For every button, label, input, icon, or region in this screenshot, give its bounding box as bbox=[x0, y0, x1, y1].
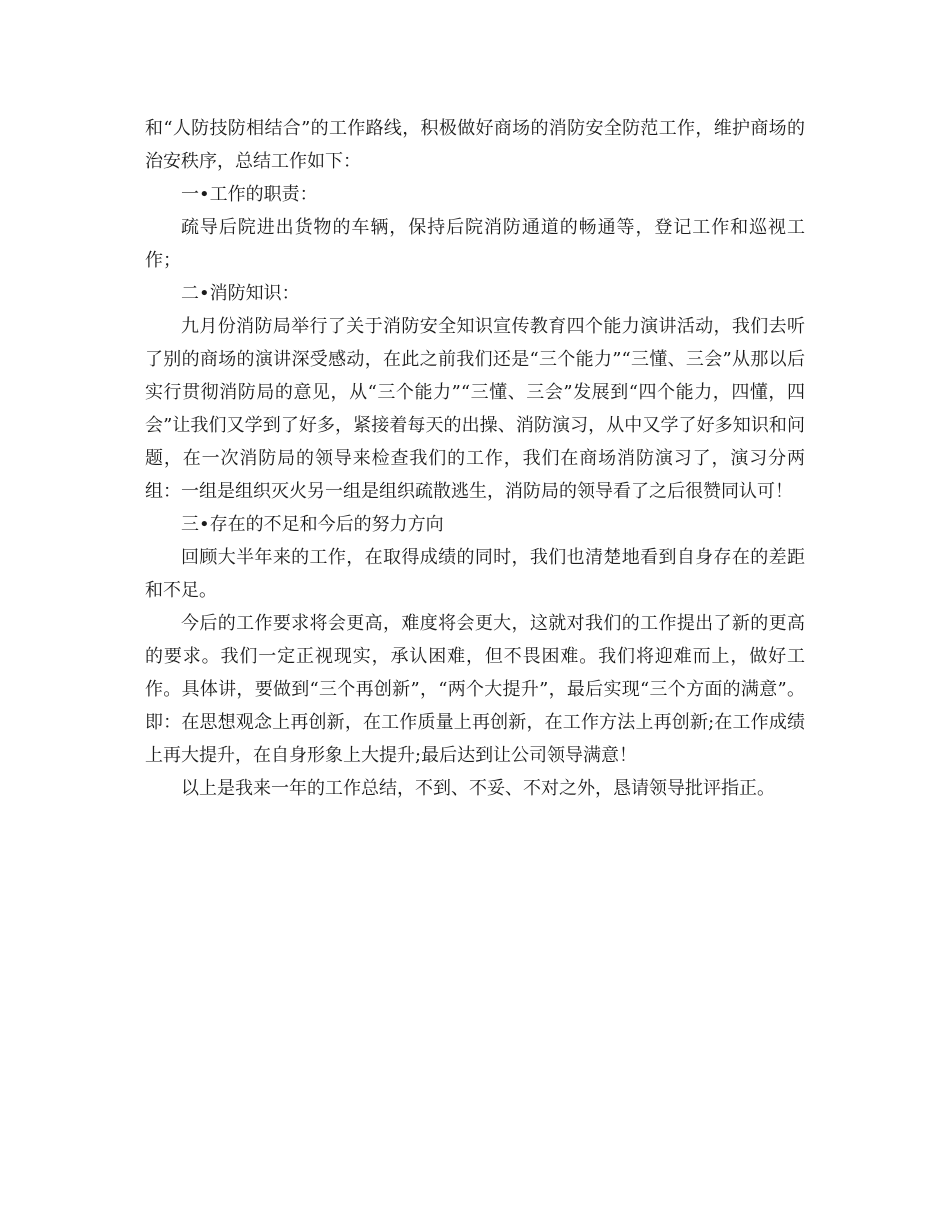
paragraph-duties: 疏导后院进出货物的车辆，保持后院消防通道的畅通等，登记工作和巡视工作； bbox=[145, 217, 805, 271]
paragraph-fire-knowledge: 九月份消防局举行了关于消防安全知识宣传教育四个能力演讲活动，我们去听了别的商场的演讲深受感动，在此之前我们还是“三个能力”“三懂、三会”从那以后实行贯彻消防局的意见，从“三个能力”“三懂、三会”发展到“四个能力，四懂，四会”让我们又学到了好多，紧接着每天的出操、消防演习，从中又学了好多知识和问题，在一次消防局的领导来检查我们的工作，我们在商场消防演习了，演习分两组：一组是组织灭火另一组是组织疏散逃生，消防局的领导看了之后很赞同认可！ bbox=[145, 316, 805, 502]
document-body bbox=[145, 112, 805, 805]
heading-shortcomings: 三•存在的不足和今后的努力方向 bbox=[181, 514, 444, 535]
paragraph-closing: 以上是我来一年的工作总结，不到、不妥、不对之外，恳请领导批评指正。 bbox=[181, 778, 775, 799]
heading-duties: 一•工作的职责： bbox=[181, 184, 318, 205]
heading-fire-knowledge: 二•消防知识： bbox=[181, 283, 300, 304]
paragraph-future-requirements: 今后的工作要求将会更高，难度将会更大，这就对我们的工作提出了新的更高的要求。我们一定正视现实，承认困难，但不畏困难。我们将迎难而上，做好工作。具体讲，要做到“三个再创新”，“两个大提升”，最后实现“三个方面的满意”。即：在思想观念上再创新，在工作质量上再创新，在工作方法上再创新;在工作成绩上再大提升，在自身形象上大提升;最后达到让公司领导满意！ bbox=[145, 613, 805, 766]
paragraph-intro: 和“人防技防相结合”的工作路线，积极做好商场的消防安全防范工作，维护商场的治安秩序，总结工作如下： bbox=[145, 118, 805, 172]
paragraph-review: 回顾大半年来的工作，在取得成绩的同时，我们也清楚地看到自身存在的差距和不足。 bbox=[145, 547, 805, 601]
